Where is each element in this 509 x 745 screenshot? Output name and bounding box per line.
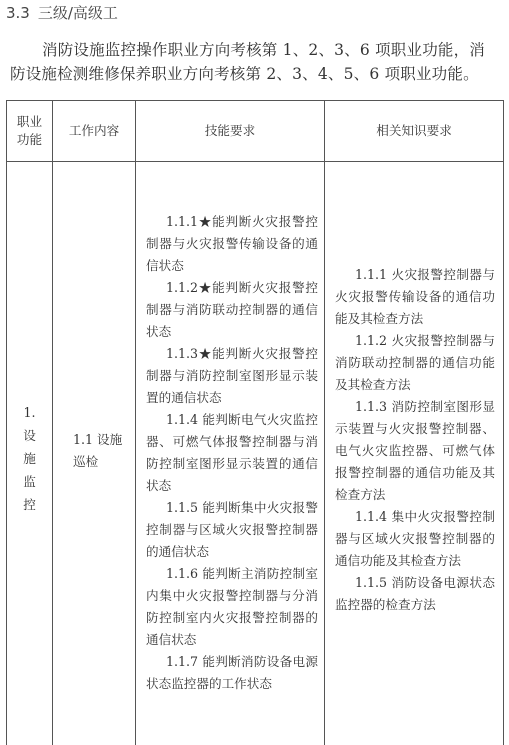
header-function [7,101,52,161]
header-function-line-1: 职业 [16,114,43,129]
intro-line-1: 消防设施监控操作职业方向考核第 1、2、3、6 项职业功能，消 [42,41,486,59]
function-char: 施 [23,451,36,466]
skill-table [6,100,504,745]
skill-item: 1.1.3★能判断火灾报警控制器与消防控制室图形显示装置的通信状态 [146,346,318,405]
section-heading [6,2,118,24]
skill-item: 1.1.6 能判断主消防控制室内集中火灾报警控制器与分消防控制室内火灾报警控制器的通信状态 [146,566,318,647]
knowledge-item: 1.1.5 消防设备电源状态监控器的检查方法 [335,575,495,612]
skill-item: 1.1.5 能判断集中火灾报警控制器与区域火灾报警控制器的通信状态 [146,500,318,559]
column-divider-1 [52,101,53,745]
work-cell [53,429,135,473]
function-char: 设 [23,428,36,443]
function-char: 监 [23,474,36,489]
header-skill: 技能要求 [204,123,256,138]
skill-item: 1.1.7 能判断消防设备电源状态监控器的工作状态 [146,654,318,691]
knowledge-list [325,264,503,616]
header-knowledge: 相关知识要求 [376,123,452,138]
work-line-2: 巡检 [73,454,99,469]
function-char: 控 [23,497,36,512]
section-number: 3.3 [6,4,30,22]
skill-item: 1.1.4 能判断电气火灾监控器、可燃气体报警控制器与消防控制室图形显示装置的通信状态 [146,412,318,493]
intro-line-2: 防设施检测维修保养职业方向考核第 2、3、4、5、6 项职业功能。 [10,65,479,83]
knowledge-item: 1.1.2 火灾报警控制器与消防联动控制器的通信功能及其检查方法 [335,333,495,392]
header-divider [7,161,503,162]
skill-item: 1.1.1★能判断火灾报警控制器与火灾报警传输设备的通信状态 [146,214,318,273]
function-cell [7,401,52,516]
function-char: 1. [23,405,36,420]
knowledge-item: 1.1.3 消防控制室图形显示装置与火灾报警控制器、电气火灾监控器、可燃气体报警控制器的通信功能及其检查方法 [335,399,495,502]
section-title: 三级/高级工 [37,4,118,22]
knowledge-item: 1.1.4 集中火灾报警控制器与区域火灾报警控制器的通信功能及其检查方法 [335,509,495,568]
work-line-1: 1.1 设施 [73,432,123,447]
knowledge-item: 1.1.1 火灾报警控制器与火灾报警传输设备的通信功能及其检查方法 [335,267,495,326]
skill-list [136,211,324,695]
skill-item: 1.1.2★能判断火灾报警控制器与消防联动控制器的通信状态 [146,280,318,339]
header-function-line-2: 功能 [16,132,43,147]
intro-paragraph [10,38,505,86]
header-work: 工作内容 [68,123,120,138]
